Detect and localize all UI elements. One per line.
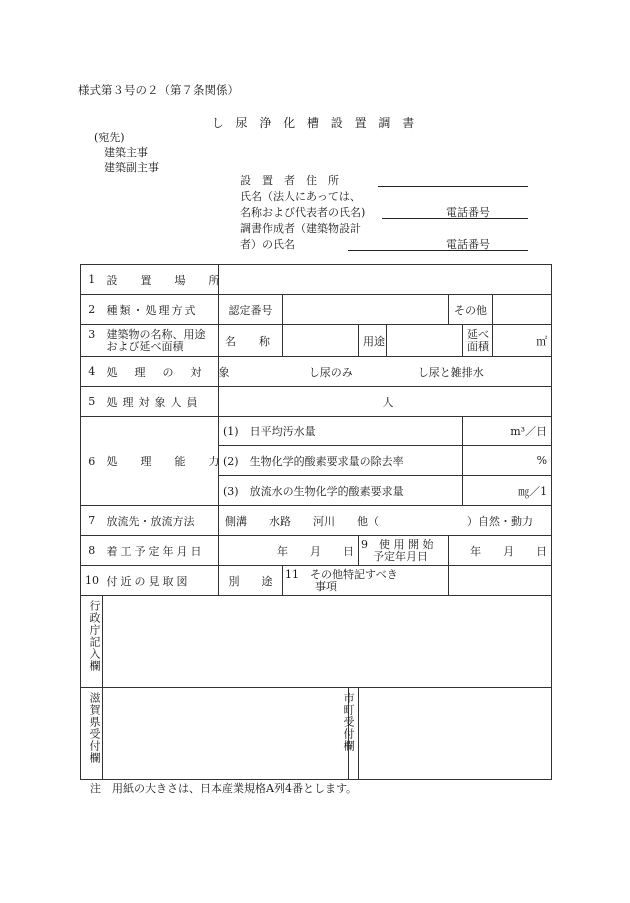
building-name-label: 名 称: [219, 325, 283, 357]
unit-label: ㎎／1: [518, 484, 548, 498]
floor-area-label: [463, 325, 493, 357]
row-government-entry: [81, 596, 552, 688]
item-index: (3): [223, 484, 239, 498]
unit-label: m³／日: [510, 425, 548, 438]
government-entry-field[interactable]: [103, 596, 552, 688]
septic-tank-form-table: [80, 264, 552, 780]
floor-area-label-line2: 面積: [467, 339, 489, 353]
item-text: 日平均汚水量: [249, 425, 316, 438]
option-night-soil-only[interactable]: し尿のみ: [219, 357, 387, 387]
city-reception-label: 市町受付欄: [349, 688, 359, 780]
item-text: 放流水の生物化学的酸素要求量: [249, 484, 404, 498]
installer-address-label: 設 置 者 住 所: [240, 174, 339, 187]
row-target-persons: [81, 387, 552, 417]
site-sketch-label: 付近の見取図: [103, 566, 219, 596]
phone-label: 電話番号: [446, 206, 490, 219]
daily-wastewater-field[interactable]: [463, 417, 552, 446]
city-reception-field[interactable]: [359, 688, 552, 780]
row-number: 3: [81, 325, 103, 357]
name-label-line1: 氏名（法人にあっては、: [240, 190, 361, 203]
row-number: 5: [81, 387, 103, 417]
building-info-label: [103, 325, 219, 357]
certification-number-field[interactable]: [283, 295, 449, 325]
government-entry-label: 行政庁記入欄: [81, 596, 103, 688]
addressee-building-official: 建築主事: [104, 146, 148, 159]
preparer-name-field[interactable]: [348, 238, 528, 251]
row-dates: [81, 536, 552, 566]
row-type-method: [81, 295, 552, 325]
item-index: (1): [223, 425, 239, 438]
row-number: 9: [361, 537, 368, 551]
item-text: 生物化学的酸素要求量の除去率: [249, 454, 404, 468]
unit-label: %: [536, 454, 548, 467]
bod-removal-field[interactable]: [463, 446, 552, 476]
treatment-target-label: 処 理 の 対 象: [103, 357, 219, 387]
option-night-soil-and-greywater[interactable]: し尿と雑排水: [387, 357, 552, 387]
phone-label-2: 電話番号: [446, 238, 490, 251]
use-field[interactable]: [387, 325, 463, 357]
site-sketch-separate: 別 途: [219, 566, 283, 596]
special-notes-label: [283, 566, 449, 596]
footnote: 注 用紙の大きさは、日本産業規格A列4番とします。: [90, 782, 358, 795]
special-notes-label-line2: 事項: [315, 579, 337, 593]
type-method-label: 種類・処理方式: [103, 295, 219, 325]
use-label: 用途: [359, 325, 387, 357]
effluent-bod-field[interactable]: [463, 476, 552, 506]
row-reception: [81, 688, 552, 780]
building-name-field[interactable]: [283, 325, 359, 357]
building-info-label-line1: 建築物の名称、用途: [106, 327, 206, 341]
row-discharge: [81, 506, 552, 536]
row-building-info: [81, 325, 552, 357]
use-start-date-field[interactable]: 年 月 日: [449, 536, 552, 566]
discharge-options[interactable]: 側溝 水路 河川 他（ ）自然・動力: [219, 506, 552, 536]
building-info-label-line2: および延べ面積: [106, 339, 184, 353]
row-installation-site: [81, 265, 552, 295]
row-number: 7: [81, 506, 103, 536]
addressee-heading: (宛先): [94, 131, 125, 144]
treatment-capacity-label: 処 理 能 力: [103, 417, 219, 506]
use-start-label-line1: 使 用 開 始: [379, 537, 434, 551]
preparer-label-line2: 者）の氏名: [240, 238, 295, 251]
prefecture-reception-label: 滋賀県受付欄: [81, 688, 103, 780]
discharge-label: 放流先・放流方法: [103, 506, 219, 536]
floor-area-field[interactable]: [493, 325, 552, 357]
floor-area-label-line1: 延べ: [467, 327, 489, 341]
row-number: 4: [81, 357, 103, 387]
form-code: 様式第３号の２（第７条関係）: [78, 83, 239, 97]
installation-site-field[interactable]: [219, 265, 552, 295]
row-number: 6: [81, 417, 103, 506]
daily-wastewater-label: [219, 417, 463, 446]
installer-address-field[interactable]: [378, 174, 528, 187]
row-number: 2: [81, 295, 103, 325]
row-number: 8: [81, 536, 103, 566]
construction-start-label: 着工予定年月日: [103, 536, 219, 566]
construction-start-date-field[interactable]: 年 月 日: [219, 536, 359, 566]
row-sketch-notes: [81, 566, 552, 596]
use-start-label-line2: 予定年月日: [373, 549, 428, 563]
item-index: (2): [223, 454, 239, 468]
special-notes-label-line1: その他特記すべき: [310, 567, 398, 581]
square-meter-unit: ㎡: [536, 334, 548, 348]
addressee-block: [94, 130, 159, 175]
effluent-bod-label: [219, 476, 463, 506]
row-number: 11: [285, 567, 299, 581]
installation-site-label: 設 置 場 所: [103, 265, 219, 295]
preparer-label-line1: 調書作成者（建築物設計: [240, 222, 361, 235]
row-capacity-1: [81, 417, 552, 446]
certification-number-label: 認定番号: [219, 295, 283, 325]
other-field[interactable]: [493, 295, 552, 325]
target-persons-field[interactable]: [219, 387, 552, 417]
row-number: 10: [81, 566, 103, 596]
prefecture-reception-field[interactable]: [103, 688, 349, 780]
addressee-deputy-official: 建築副主事: [104, 161, 159, 174]
use-start-label: [359, 536, 449, 566]
special-notes-field[interactable]: [449, 566, 552, 596]
document-title: し 尿 浄 化 槽 設 置 調 書: [211, 116, 419, 130]
other-label: その他: [449, 295, 493, 325]
bod-removal-label: [219, 446, 463, 476]
row-treatment-target: [81, 357, 552, 387]
target-persons-label: 処理対象人員: [103, 387, 219, 417]
row-number: 1: [81, 265, 103, 295]
name-label-line2: 名称および代表者の氏名): [240, 206, 366, 219]
persons-unit: 人: [382, 395, 394, 409]
